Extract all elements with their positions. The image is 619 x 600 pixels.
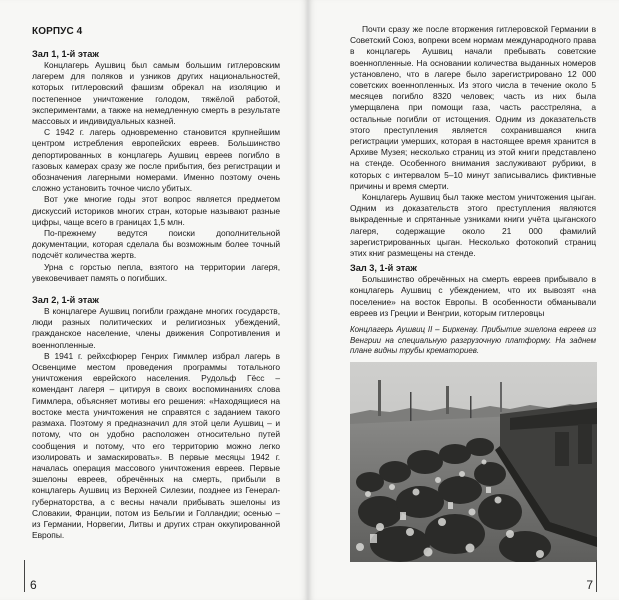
page-header: КОРПУС 4 — [32, 26, 83, 37]
deportation-train-photo — [350, 362, 597, 562]
page-number: 6 — [30, 578, 37, 592]
right-column — [350, 24, 596, 562]
page-edge-line — [596, 560, 597, 592]
paragraph: Концлагерь Аушвиц был самым большим гитлеровским лагерем для поляков и узников других национальностей, которых гитлеровский фашизм обрекал на изоляцию и постепенное уничтожение голодом, тяжёлой работой, экспериментами, а также на немедленную смерть в результате массовых и индивидуальных казней. — [32, 60, 280, 127]
paragraph: В концлагере Аушвиц погибли граждане многих государств, люди разных политических и религиозных убеждений, гражданское население, члены движения Сопротивления и военнопленные. — [32, 306, 280, 350]
paragraph: Концлагерь Аушвиц был также местом уничтожения цыган. Одним из доказательств этого преступления являются выкраденные и спрятанные узниками книги учёта цыганского лагеря, содержащие около 21 000 фамилий зарегистрированных цыган. Несколько фотокопий страниц этих книг размещены на стенде. — [350, 192, 596, 259]
paragraph: Урна с горстью пепла, взятого на территории лагеря, увековечивает память о погибших. — [32, 261, 280, 283]
paragraph: Вот уже многие годы этот вопрос является предметом дискуссий историков многих стран, которые называют разные цифры, чаще всего в границах 1,5 млн. — [32, 194, 280, 227]
left-column — [32, 26, 280, 541]
left-page — [0, 0, 308, 600]
section-title: Зал 3, 1-й этаж — [350, 263, 417, 274]
paragraph: Большинство обречённых на смерть евреев прибывало в концлагерь Аушвиц с убеждением, что их вывозят «на поселение» на восток Европы. В особенности обманывали евреев из Греции и Венгрии, которым гитлеровцы — [350, 274, 596, 318]
paragraph: В 1941 г. рейхсфюрер Генрих Гиммлер избрал лагерь в Освенциме местом проведения программы тотального уничтожения еврейского населения. Рудольф Гёсс – комендант лагеря – цитируя в своих воспоминаниях слова Гиммлера, объясняет мотивы его решения: «Находящиеся на востоке места уничтожения не справятся с заданием такого размаха. Поэтому я предназначил для этой цели Аушвиц – и потому, что он удобно расположен относительно путей сообщения и потому, что его территорию можно легко изолировать и замаскировать». В первые месяцы 1942 г. началась операция массового уничтожения евреев. Первые эшелоны евреев, обречённых на смерть, прибыли в концлагерь Аушвиц из Верхней Силезии, позднее из Генерал-губернаторства, а с весны начали прибывать эшелоны из Словакии, Франции, потом из Бельгии и Голландии; осенью – из Германии, Норвегии, Литвы и других стран оккупированной Европы. — [32, 350, 280, 541]
right-page — [308, 0, 619, 600]
page-number: 7 — [586, 578, 593, 592]
paragraph: По-прежнему ведутся поиски дополнительной документации, которая сделала бы возможным более точный подсчёт количества жертв. — [32, 228, 280, 261]
page-edge-line — [24, 560, 25, 592]
section-title: Зал 2, 1-й этаж — [32, 295, 99, 306]
paragraph: С 1942 г. лагерь одновременно становится крупнейшим центром истребления европейских евреев. Большинство депортированных в концлагерь Аушвиц евреев погибло в газовых камерах сразу же после прибытия, без регистрации и обозначения лагерными номерами. Именно поэтому очень сложно установить точное число убитых. — [32, 127, 280, 194]
paragraph: Почти сразу же после вторжения гитлеровской Германии в Советский Союз, вопреки всем нормам международного права в концлагерь Аушвиц начали пребывать советские военнопленные. На основании количества выданных номеров установлено, что в лагере было зарегистрировано 12 000 советских военнопленных. Из этого числа в течение около 5 месяцев погибло 8320 человек; часть из них была умерщвлена при помощи газа, часть расстреляна, а остальные погибли от истощения. Одним из доказательств этого преступления является сохранившаяся книга регистрации умерших, которая в настоящее время хранится в Архиве Музея; несколько страниц из этой книги представлено на стенде. Особенного внимания заслуживают рубрики, в которых с интервалом 5–10 минут записывались фиктивные причины и время смерти. — [350, 24, 596, 191]
photo-caption: Концлагерь Аушвиц II – Биркенау. Прибытие эшелона евреев из Венгрии на специальную разгрузочную платформу. На заднем плане видны трубы крематориев. — [350, 325, 596, 356]
section-title: Зал 1, 1-й этаж — [32, 49, 99, 59]
